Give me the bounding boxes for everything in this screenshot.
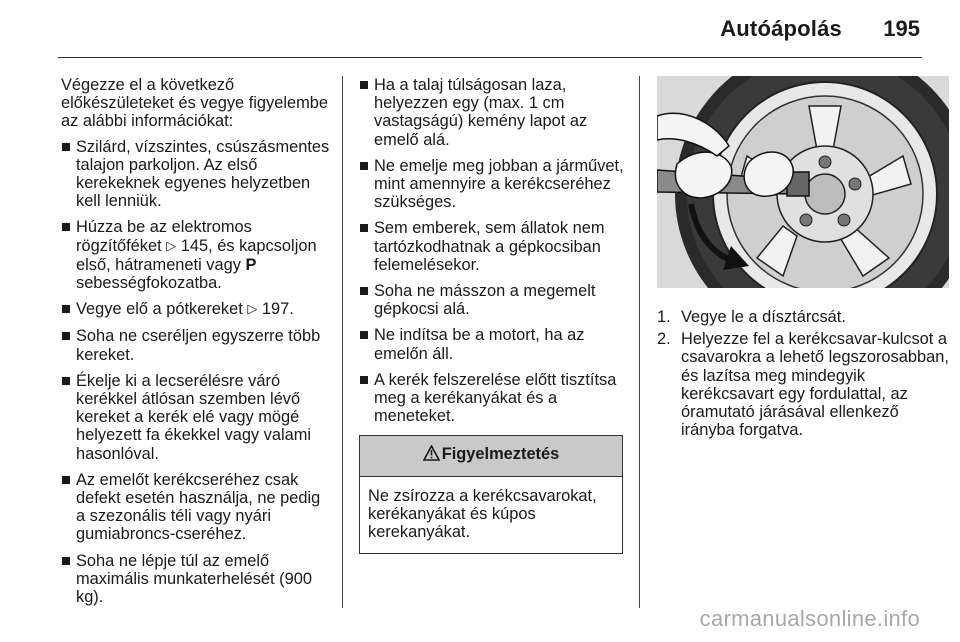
warning-title: Figyelmeztetés <box>441 445 560 464</box>
list-item: Soha ne cseréljen egyszerre több kereket. <box>61 327 333 363</box>
gear-letter: P <box>245 255 257 274</box>
preparation-list <box>61 138 333 607</box>
warning-text: Ne zsírozza a kerékcsavarokat, kerékanyákat és kúpos kerekanyákat. <box>368 486 597 542</box>
list-item: Szilárd, vízszintes, csúszásmentes talajon parkoljon. Az első kerekeknek egyenes helyzetben kell lenniük. <box>61 138 333 211</box>
list-item: Ne indítsa be a motort, ha az emelőn áll. <box>359 326 627 362</box>
column-divider-1 <box>342 76 343 608</box>
list-item: Sem emberek, sem állatok nem tartózkodhatnak a gépkocsiban felemelésekor. <box>359 219 627 274</box>
list-item: Az emelőt kerékcseréhez csak defekt esetén használja, ne pedig a szezonális téli vagy nyári gumiabroncs-cseréhez. <box>61 471 333 544</box>
list-item: Soha ne lépje túl az emelő maximális munkaterhelését (900 kg). <box>61 552 333 607</box>
safety-list <box>359 76 627 425</box>
step-item: 1. Vegye le a dísztárcsát. <box>657 308 846 326</box>
page-header <box>0 0 960 60</box>
wheel-wrench-illustration <box>657 76 949 288</box>
column-divider-2 <box>639 76 640 608</box>
page-reference-icon: ▷ <box>166 237 177 253</box>
procedure-steps <box>657 308 949 439</box>
list-item: A kerék felszerelése előtt tisztítsa meg a kerékanyákat és a meneteket. <box>359 371 627 426</box>
list-item: Ékelje ki a lecserélésre váró kerékkel átlósan szemben lévő kereket a kerék elé vagy mögé helyezett fa ékekkel vagy valami hasonlóval. <box>61 372 333 463</box>
column-1 <box>61 76 333 614</box>
list-item: Soha ne másszon a megemelt gépkocsi alá. <box>359 282 627 318</box>
intro-paragraph: Végezze el a következő előkészületeket és vegye figyelembe az alábbi információkat: <box>61 76 328 131</box>
step-item: 2. Helyezze fel a kerékcsavar-kulcsot a csavarokra a lehető legszorosabban, és lazítsa meg mindegyik kerékcsavart egy fordulattal, az óramutató járásával ellenkező irányba forgatva. <box>657 330 949 440</box>
page-reference-link[interactable]: 145 <box>180 236 209 255</box>
section-title: Autóápolás <box>720 16 842 41</box>
column-2 <box>359 76 627 554</box>
list-item: Ne emelje meg jobban a járművet, mint amennyire a kerékcseréhez szükséges. <box>359 157 627 212</box>
column-3 <box>657 76 949 443</box>
list-item: Húzza be az elektromos rögzítőféket ▷ 145, és kapcsoljon első, hátrameneti vagy P sebességfokozatba. <box>61 218 333 292</box>
list-item: Ha a talaj túlságosan laza, helyezzen egy (max. 1 cm vastagságú) kemény lapot az emelő alá. <box>359 76 627 149</box>
warning-header <box>360 436 622 476</box>
list-item: Vegye elő a pótkereket ▷ 197. <box>61 300 333 319</box>
page-number: 195 <box>883 16 920 41</box>
header-rule <box>58 57 922 58</box>
warning-box <box>359 435 623 554</box>
watermark: carmanualsonline.info <box>699 606 920 631</box>
page-reference-link[interactable]: 197 <box>261 300 290 319</box>
page-reference-icon: ▷ <box>247 301 258 317</box>
warning-triangle-icon <box>423 445 440 465</box>
